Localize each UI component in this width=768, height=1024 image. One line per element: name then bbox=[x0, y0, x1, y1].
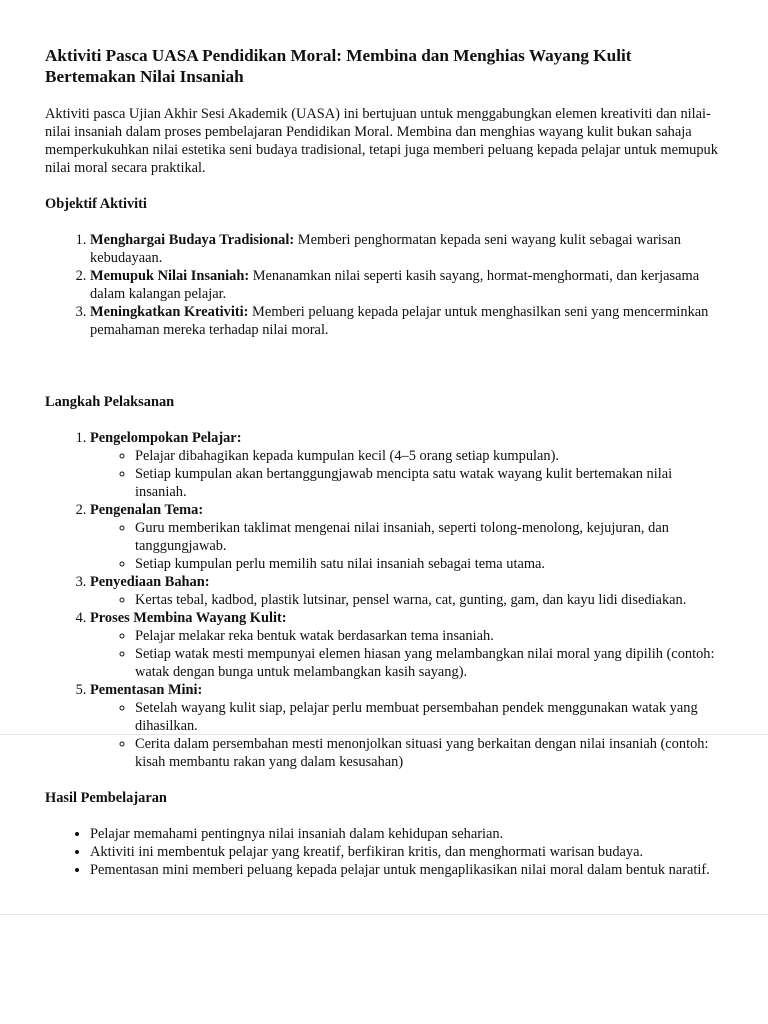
langkah-step-label: Penyediaan Bahan: bbox=[90, 574, 210, 590]
hasil-item: • Pelajar memahami pentingnya nilai insaniah dalam kehidupan seharian. bbox=[90, 825, 725, 843]
hasil-item: • Aktiviti ini membentuk pelajar yang kreatif, berfikiran kritis, dan menghormati warisan budaya. bbox=[90, 843, 725, 861]
objektif-item-label: Menghargai Budaya Tradisional: bbox=[90, 232, 295, 248]
langkah-sub-list bbox=[90, 591, 725, 609]
langkah-sub-item: ◦ Setiap kumpulan perlu memilih satu nilai insaniah sebagai tema utama. bbox=[135, 555, 725, 573]
langkah-sub-list bbox=[90, 447, 725, 501]
langkah-sub-list bbox=[90, 519, 725, 573]
objektif-item bbox=[90, 267, 725, 303]
objektif-item-text: Memberi penghormatan kepada seni wayang kulit sebagai warisan kebudayaan. bbox=[90, 232, 681, 266]
langkah-sub-item: ◦ Pelajar melakar reka bentuk watak berdasarkan tema insaniah. bbox=[135, 627, 725, 645]
langkah-step bbox=[90, 573, 725, 609]
langkah-step-label: Proses Membina Wayang Kulit: bbox=[90, 610, 287, 626]
objektif-item-text: Memberi peluang kepada pelajar untuk menghasilkan seni yang mencerminkan pemahaman mereka terhadap nilai moral. bbox=[90, 304, 709, 338]
hasil-list bbox=[45, 825, 725, 879]
langkah-sub-item: ◦ Guru memberikan taklimat mengenai nilai insaniah, seperti tolong-menolong, kejujuran, dan tanggungjawab. bbox=[135, 519, 725, 555]
langkah-sub-item: ◦ Setiap kumpulan akan bertanggungjawab mencipta satu watak wayang kulit bertemakan nilai insaniah. bbox=[135, 465, 725, 501]
langkah-step bbox=[90, 501, 725, 573]
hasil-heading: Hasil Pembelajaran bbox=[45, 790, 167, 806]
document-title: Aktiviti Pasca UASA Pendidikan Moral: Membina dan Menghias Wayang Kulit Bertemakan Nilai Insaniah bbox=[45, 46, 632, 86]
langkah-step bbox=[90, 681, 725, 771]
section-spacer bbox=[45, 771, 725, 789]
langkah-step-label: Pementasan Mini: bbox=[90, 682, 203, 698]
langkah-sub-item: ◦ Kertas tebal, kadbod, plastik lutsinar, pensel warna, cat, gunting, gam, dan kayu lidi disediakan. bbox=[135, 591, 725, 609]
objektif-item-label: Memupuk Nilai Insaniah: bbox=[90, 268, 250, 284]
langkah-step-label: Pengelompokan Pelajar: bbox=[90, 430, 242, 446]
page-bottom-divider bbox=[0, 914, 768, 915]
objektif-list bbox=[45, 231, 725, 339]
langkah-step bbox=[90, 609, 725, 681]
langkah-list bbox=[45, 429, 725, 771]
langkah-sub-item: ◦ Setelah wayang kulit siap, pelajar perlu membuat persembahan pendek menggunakan watak yang dihasilkan. bbox=[135, 699, 725, 735]
langkah-sub-list bbox=[90, 699, 725, 771]
langkah-step bbox=[90, 429, 725, 501]
objektif-item-text: Menanamkan nilai seperti kasih sayang, hormat-menghormati, dan kerjasama dalam kalangan pelajar. bbox=[90, 268, 700, 302]
langkah-sub-item: ◦ Setiap watak mesti mempunyai elemen hiasan yang melambangkan nilai moral yang dipilih (contoh: watak dengan bunga untuk melambangkan kasih sayang). bbox=[135, 645, 725, 681]
objektif-item bbox=[90, 303, 725, 339]
intro-paragraph: Aktiviti pasca Ujian Akhir Sesi Akademik (UASA) ini bertujuan untuk menggabungkan elemen kreativiti dan nilai-nilai insaniah dalam proses pembelajaran Pendidikan Moral. Membina dan menghias wayang kulit bukan sahaja memperkukuhkan nilai estetika seni budaya tradisional, tetapi juga memberi peluang kepada pelajar untuk memupuk nilai moral secara praktikal. bbox=[45, 106, 718, 176]
objektif-item bbox=[90, 231, 725, 267]
langkah-step-label: Pengenalan Tema: bbox=[90, 502, 204, 518]
hasil-item: • Pementasan mini memberi peluang kepada pelajar untuk mengaplikasikan nilai moral dalam bentuk naratif. bbox=[90, 861, 725, 879]
objektif-item-label: Meningkatkan Kreativiti: bbox=[90, 304, 249, 320]
langkah-heading: Langkah Pelaksanan bbox=[45, 394, 175, 410]
langkah-sub-list bbox=[90, 627, 725, 681]
section-spacer bbox=[45, 339, 725, 393]
langkah-sub-item: ◦ Cerita dalam persembahan mesti menonjolkan situasi yang berkaitan dengan nilai insaniah (contoh: kisah membantu rakan yang dalam kesusahan) bbox=[135, 735, 725, 771]
document-body bbox=[45, 45, 725, 879]
objektif-heading: Objektif Aktiviti bbox=[45, 196, 147, 212]
langkah-sub-item: ◦ Pelajar dibahagikan kepada kumpulan kecil (4–5 orang setiap kumpulan). bbox=[135, 447, 725, 465]
